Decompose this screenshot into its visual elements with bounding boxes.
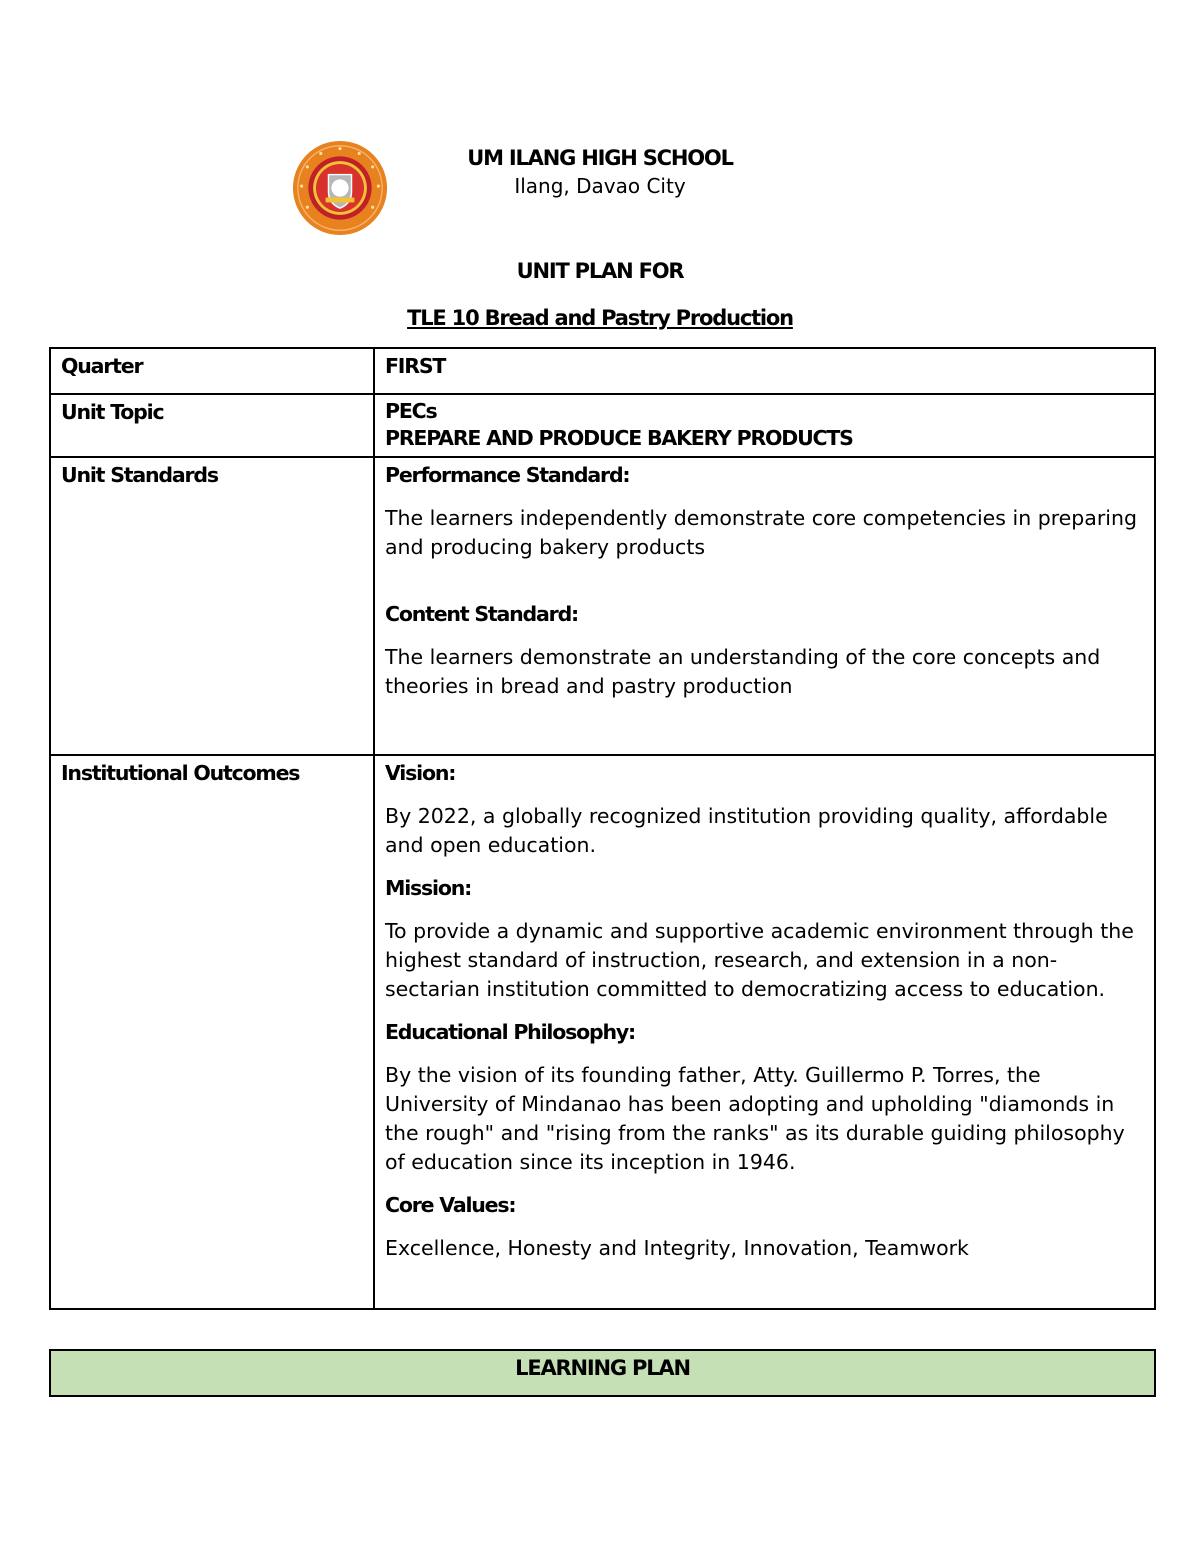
unit-standards-label: Unit Standards	[50, 457, 374, 755]
core-values-text: Excellence, Honesty and Integrity, Innovation, Teamwork	[385, 1236, 969, 1260]
performance-standard-text: The learners independently demonstrate core competencies in preparing and producing bakery products	[385, 506, 1138, 559]
table-row-unit-standards	[50, 457, 1155, 755]
unit-plan-subject: TLE 10 Bread and Pastry Production	[407, 306, 793, 330]
core-values-heading: Core Values:	[385, 1193, 516, 1217]
mission-heading: Mission:	[385, 876, 472, 900]
quarter-value-cell	[374, 348, 1155, 394]
vision-text: By 2022, a globally recognized institution providing quality, affordable and open education.	[385, 804, 1108, 857]
unit-plan-title: UNIT PLAN FOR	[516, 259, 684, 283]
table-row-institutional-outcomes	[50, 755, 1155, 1309]
philosophy-text: By the vision of its founding father, Atty. Guillermo P. Torres, the University of Mindanao has been adopting and upholding "diamonds in the rough" and "rising from the ranks" as its durable guiding philosophy of education since its inception in 1946.	[385, 1063, 1125, 1174]
unit-topic-cell	[374, 394, 1155, 457]
unit-topic-line1: PECs	[385, 399, 437, 423]
unit-topic-label: Unit Topic	[50, 394, 374, 457]
content-standard-text: The learners demonstrate an understanding of the core concepts and theories in bread and pastry production	[385, 645, 1101, 698]
institutional-outcomes-label: Institutional Outcomes	[50, 755, 374, 1309]
school-name: UM ILANG HIGH SCHOOL	[467, 146, 733, 170]
table-row-quarter	[50, 348, 1155, 394]
philosophy-heading: Educational Philosophy:	[385, 1020, 636, 1044]
performance-standard-heading: Performance Standard:	[385, 463, 630, 487]
unit-plan-table	[49, 347, 1156, 1310]
quarter-value: FIRST	[385, 354, 446, 378]
institutional-outcomes-cell	[374, 755, 1155, 1309]
school-location: Ilang, Davao City	[514, 174, 686, 198]
vision-heading: Vision:	[385, 761, 456, 785]
unit-topic-line2: PREPARE AND PRODUCE BAKERY PRODUCTS	[385, 426, 853, 450]
mission-text: To provide a dynamic and supportive academic environment through the highest standard of instruction, research, and extension in a non-sectarian institution committed to democratizing access to education.	[385, 919, 1134, 1001]
table-row-unit-topic	[50, 394, 1155, 457]
quarter-label: Quarter	[50, 348, 374, 394]
learning-plan-banner: LEARNING PLAN	[49, 1349, 1156, 1397]
content-standard-heading: Content Standard:	[385, 602, 579, 626]
unit-standards-cell	[374, 457, 1155, 755]
